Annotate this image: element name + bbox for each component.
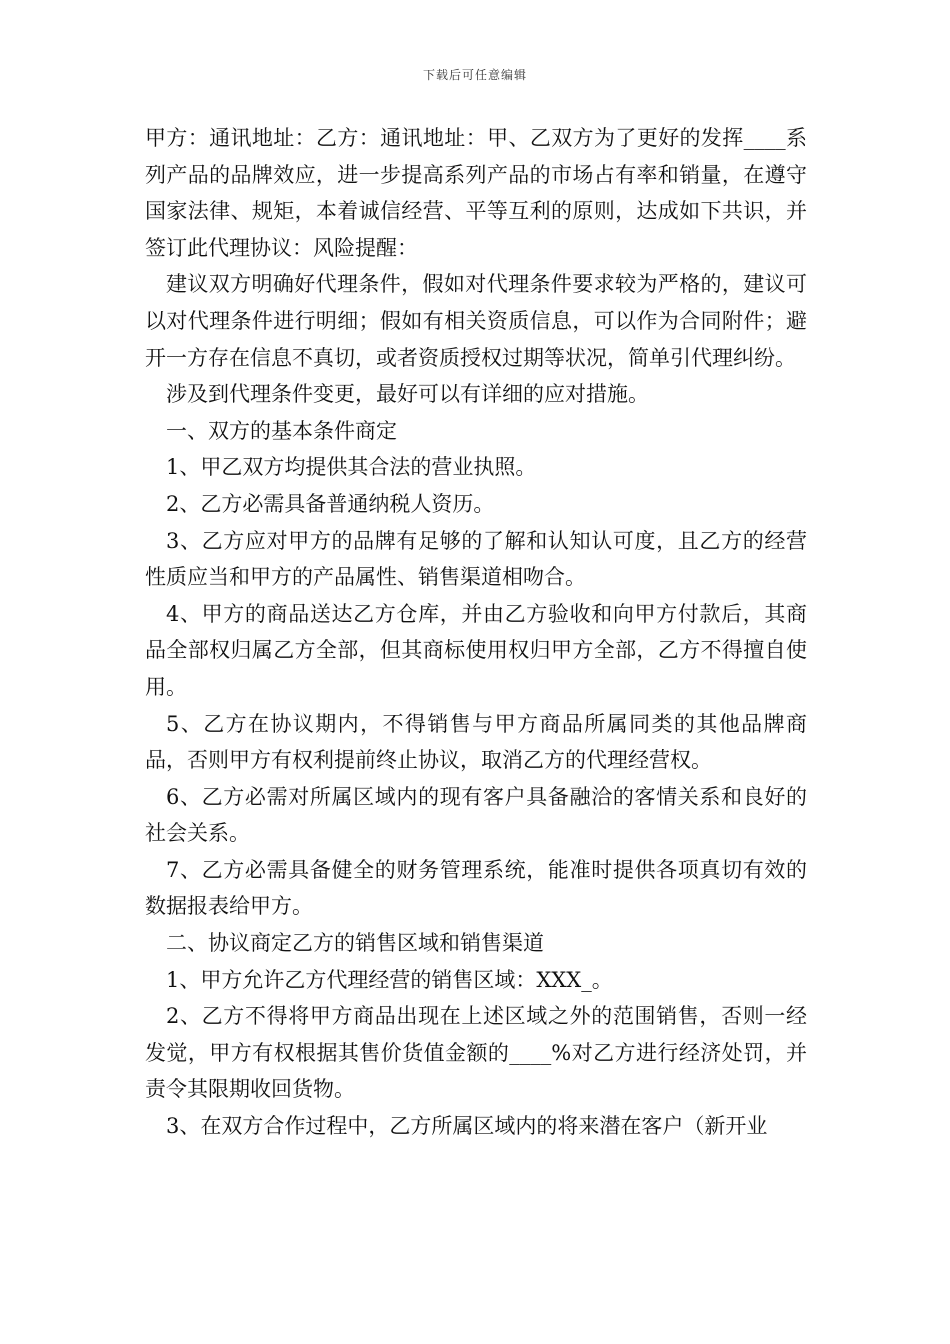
document-body: [145, 120, 807, 1145]
clause-1-1: 1、甲乙双方均提供其合法的营业执照。: [166, 455, 537, 480]
clause-1-5: 5、乙方在协议期内，不得销售与甲方商品所属同类的其他品牌商品，否则甲方有权利提前终止协议，取消乙方的代理经营权。: [145, 711, 807, 773]
clause-1-3: 3、乙方应对甲方的品牌有足够的了解和认知认可度，且乙方的经营性质应当和甲方的产品属性、销售渠道相吻合。: [145, 528, 807, 590]
clause-2-2: 2、乙方不得将甲方商品出现在上述区域之外的范围销售，否则一经发觉，甲方有权根据其售价货值金额的____%对乙方进行经济处罚，并责令其限期收回货物。: [145, 1004, 807, 1102]
page-header-note: 下载后可任意编辑: [422, 68, 527, 82]
clause-1-6: 6、乙方必需对所属区域内的现有客户具备融洽的客情关系和良好的社会关系。: [145, 784, 807, 846]
paragraph-preamble: 甲方：通讯地址：乙方：通讯地址：甲、乙双方为了更好的发挥____系列产品的品牌效应，进一步提高系列产品的市场占有率和销量，在遵守国家法律、规矩，本着诚信经营、平等互利的原则，达成如下共识，并签订此代理协议：风险提醒：: [145, 126, 807, 260]
clause-1-4: 4、甲方的商品送达乙方仓库，并由乙方验收和向甲方付款后，其商品全部权归属乙方全部，但其商标使用权归甲方全部，乙方不得擅自使用。: [145, 601, 807, 699]
section-heading-2: 二、协议商定乙方的销售区域和销售渠道: [166, 931, 544, 956]
clause-1-7: 7、乙方必需具备健全的财务管理系统，能准时提供各项真切有效的数据报表给甲方。: [145, 857, 807, 919]
clause-2-1: 1、甲方允许乙方代理经营的销售区域：XXX_。: [166, 967, 613, 992]
paragraph-risk-advice: 建议双方明确好代理条件，假如对代理条件要求较为严格的，建议可以对代理条件进行明细；假如有相关资质信息，可以作为合同附件；避开一方存在信息不真切，或者资质授权过期等状况，简单引代理纠纷。: [145, 272, 807, 370]
clause-1-2: 2、乙方必需具备普通纳税人资历。: [166, 491, 495, 516]
section-heading-1: 一、双方的基本条件商定: [166, 418, 397, 443]
clause-2-3: 3、在双方合作过程中，乙方所属区域内的将来潜在客户（新开业: [166, 1114, 768, 1139]
paragraph-condition-change: 涉及到代理条件变更，最好可以有详细的应对措施。: [166, 382, 649, 407]
